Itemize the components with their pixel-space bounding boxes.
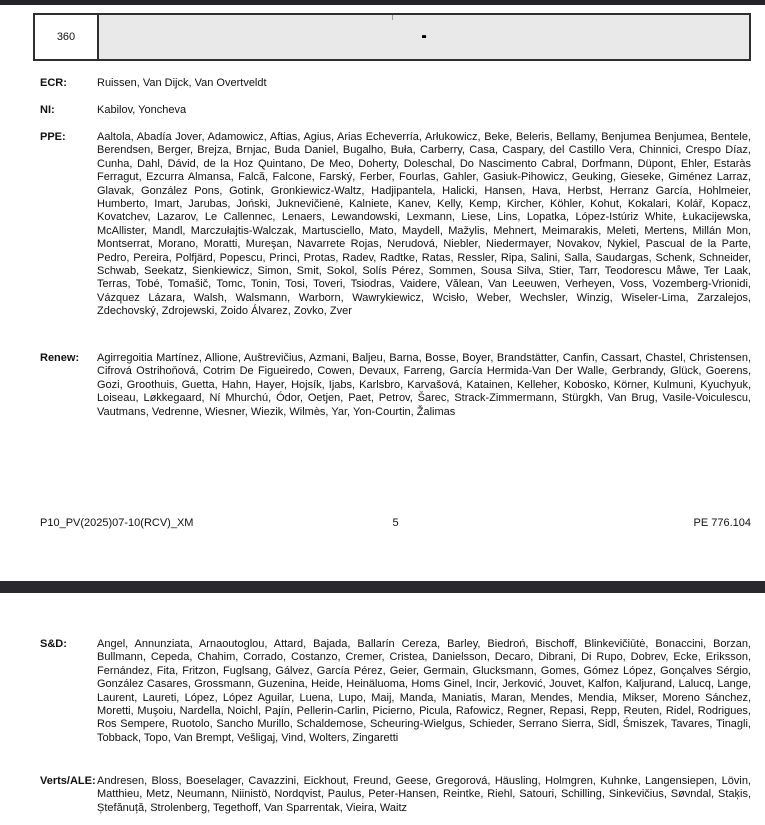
group-label-ecr: ECR: [40,77,67,89]
footer-document-reference: P10_PV(2025)07-10(RCV)_XM [40,517,194,529]
group-names-ni: Kabilov, Yoncheva [97,104,187,116]
vote-title-cell [99,15,749,59]
footer-page-number: 5 [392,517,399,529]
group-label-verts-ale: Verts/ALE: [40,775,96,787]
group-label-sd: S&D: [40,638,67,650]
page-top-edge-bar [0,0,765,5]
group-names-renew: Agirregoitia Martínez, Allione, Auštrevičius, Azmani, Baljeu, Barna, Bosse, Boyer, Brandstätter, Canfin, Cassart, Chastel, Christensen, Cifrová Ostrihoňová, Cotrim De Figueiredo, Cowen, Devaux, Farreng, García Hermida-Van Der Walle, Gerbrandy, Glück, Goerens, Gozi, Groothuis, Guetta, Hahn, Hayer, Hojsík, Ijabs, Karlsbro, Karvašová, Katainen, Kelleher, Kobosko, Körner, Kulmuni, Kyuchyuk, Loiseau, Løkkegaard, Ní Mhurchú, Ódor, Oetjen, Paet, Petrov, Šarec, Strack-Zimmermann, Stürgkh, Van Brug, Vasile-Voiculescu, Vautmans, Vedrenne, Wiesner, Wiezik, Wilmès, Yar, Yon-Courtin, Žalimas [97,352,751,418]
page-footer [40,517,751,531]
group-names-ecr: Ruissen, Van Dijck, Van Overtveldt [97,77,267,89]
footer-pe-reference: PE 776.104 [693,517,751,529]
group-row-sd [40,638,751,745]
group-row-ecr [40,77,751,90]
group-names-ppe: Aaltola, Abadía Jover, Adamowicz, Aftias, Agius, Arias Echeverría, Arłukowicz, Beke, Beleris, Bellamy, Benjumea Benjumea, Bentele, Berendsen, Berger, Brejza, Brnjac, Buda Daniel, Bugalho, Buła, Carberry, Casa, Caspary, del Castillo Vera, Chinnici, Crespo Díaz, Cunha, Dahl, Dávid, de la Hoz Quintano, De Meo, Doherty, Doleschal, Do Nascimento Cabral, Dorfmann, Düpont, Ehler, Estaràs Ferragut, Ezcurra Almansa, Falcă, Falcone, Farský, Ferber, Fourlas, Gahler, Gasiuk-Pihowicz, Geuking, Gieseke, Giménez Larraz, Glavak, González Pons, Gotink, Gronkiewicz-Waltz, Hadjipantela, Halicki, Hansen, Hava, Herbst, Herranz García, Hohlmeier, Humberto, Imart, Jarubas, Joński, Juknevičienė, Kalniete, Kanev, Kelly, Kemp, Kircher, Köhler, Kohut, Kokalari, Kolář, Kopacz, Kovatchev, Lazarov, Le Callennec, Lenaers, Lewandowski, Lexmann, Liese, Lins, Lopatka, López-Istúriz White, Łukacijewska, McAllister, Mandl, Marczułajtis-Walczak, Martusciello, Mato, Maydell, Mažylis, Mehnert, Meimarakis, Meleti, Mertens, Millán Mon, Montserrat, Morano, Moratti, Mureşan, Navarrete Rojas, Nerudová, Niebler, Niedermayer, Novakov, Nykiel, Pascual de la Parte, Pedro, Pereira, Polfjärd, Popescu, Princi, Protas, Radev, Radtke, Ratas, Ressler, Ripa, Salini, Salla, Saudargas, Schenk, Schneider, Schwab, Seekatz, Sienkiewicz, Simon, Smit, Sokol, Solís Pérez, Sommen, Sousa Silva, Stier, Tarr, Teodorescu Måwe, Ter Laak, Terras, Tobé, Tomašič, Tomc, Tonin, Tosi, Toveri, Tsiodras, Vaidere, Vălean, Van Leeuwen, Verheyen, Voss, Vozemberg-Vrionidi, Vázquez Lázara, Walsh, Walsmann, Warborn, Wawrykiewicz, Wcisło, Weber, Wechsler, Winzig, Wiseler-Lima, Zarzalejos, Zdechovský, Zdrojewski, Zoido Álvarez, Zovko, Zver [97,131,751,318]
vote-number: 360 [56,31,76,43]
vote-number-cell [35,15,99,59]
vote-result-row [33,13,751,61]
vote-result-minus-symbol: - [421,23,427,49]
group-label-renew: Renew: [40,352,80,364]
group-row-ni [40,104,751,117]
group-names-verts-ale: Andresen, Bloss, Boeselager, Cavazzini, Eickhout, Freund, Geese, Gregorová, Häusling, Holmgren, Kuhnke, Langensiepen, Lövin, Matthieu, Metz, Neumann, Niinistö, Nordqvist, Paulus, Peter-Hansen, Reintke, Riehl, Satouri, Schilling, Sinkevičius, Søvndal, Staķis, Ștefănuță, Strolenberg, Tegethoff, Van Sparrentak, Vieira, Waitz [97,775,751,814]
group-label-ni: NI: [40,104,55,116]
group-row-verts-ale [40,775,751,815]
cell-divider-notch [392,15,393,20]
group-row-renew [40,352,751,419]
page-break-bar [0,581,765,593]
group-row-ppe [40,131,751,319]
group-names-sd: Angel, Annunziata, Arnaoutoglou, Attard, Bajada, Ballarín Cereza, Barley, Biedroń, Bischoff, Blinkevičiūtė, Bonaccini, Borzan, Bullmann, Cepeda, Chahim, Corrado, Costanzo, Cremer, Cristea, Danielsson, Decaro, Dibrani, Di Rupo, Dobrev, Ecke, Eriksson, Fernández, Fita, Fritzon, Fuglsang, Gálvez, García Pérez, Geier, Germain, Glucksmann, Gomes, Gómez López, Gonçalves Sérgio, González Casares, Grossmann, Guzenina, Heide, Heinäluoma, Homs Ginel, Incir, Jerković, Jouvet, Kalfon, Kaljurand, Lalucq, Lange, Laurent, Laureti, López, López Aguilar, Luena, Lupo, Maij, Manda, Maniatis, Maran, Mendes, Mendia, Mikser, Moreno Sánchez, Moretti, Muşoiu, Nardella, Noichl, Pajín, Pellerin-Carlin, Picierno, Picula, Rafowicz, Regner, Repasi, Repp, Reuten, Ridel, Rodrigues, Ros Sempere, Ruotolo, Sancho Murillo, Schaldemose, Scheuring-Wielgus, Schieder, Serrano Sierra, Sidl, Śmiszek, Tavares, Tinagli, Tobback, Topo, Van Brempt, Vešligaj, Vind, Wolters, Zingaretti [97,638,751,744]
group-label-ppe: PPE: [40,131,66,143]
